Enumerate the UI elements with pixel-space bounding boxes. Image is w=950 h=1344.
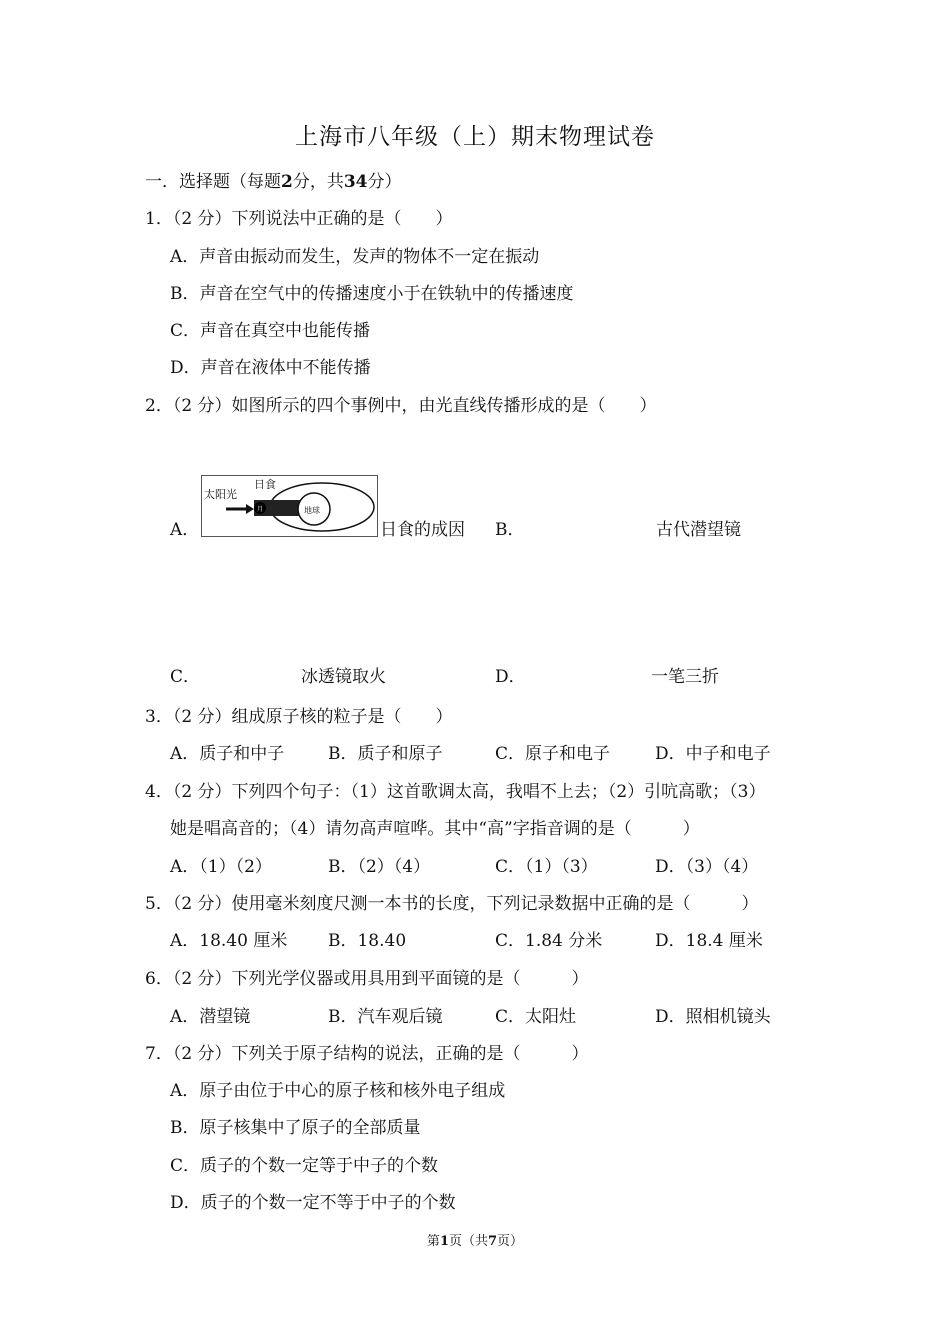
footer-mid: 页（共: [448, 1234, 488, 1249]
question-1-option-a: A．声音由振动而发生，发声的物体不一定在振动: [170, 247, 540, 267]
section-heading-suffix: 分）: [367, 172, 402, 192]
question-4-option-c: C．（1）（3）: [495, 857, 598, 877]
page-footer: [0, 1230, 950, 1249]
sunlight-arrowhead: [246, 504, 254, 514]
question-3-option-b: B．质子和原子: [328, 744, 443, 764]
question-5-option-c: C．1.84 分米: [495, 931, 603, 951]
question-4-option-a: A．（1）（2）: [170, 857, 272, 877]
question-1-stem: 1．（2 分）下列说法中正确的是（ ）: [145, 209, 453, 229]
question-7-option-a: A．原子由位于中心的原子核和核外电子组成: [170, 1081, 506, 1101]
earth-label: 地球: [304, 506, 320, 515]
section-heading: [145, 171, 402, 193]
question-6-stem: 6．（2 分）下列光学仪器或用具用到平面镜的是（ ）: [145, 969, 589, 989]
question-2-option-c-caption: 冰透镜取火: [301, 667, 386, 687]
question-5-option-a: A．18.40 厘米: [170, 931, 288, 951]
question-1-option-d: D．声音在液体中不能传播: [170, 358, 371, 378]
question-7-option-c: C．质子的个数一定等于中子的个数: [170, 1156, 439, 1176]
footer-suffix: 页）: [497, 1234, 524, 1249]
footer-total-pages: 7: [488, 1234, 498, 1249]
section-heading-mid: 分，共: [292, 172, 344, 192]
question-6-option-b: B．汽车观后镜: [328, 1007, 443, 1027]
question-3-option-c: C．原子和电子: [495, 744, 611, 764]
question-5-option-b: B．18.40: [328, 931, 407, 951]
question-2-option-d-label: D．: [495, 667, 526, 687]
question-2-option-d-caption: 一笔三折: [651, 667, 719, 687]
solar-eclipse-figure: [201, 475, 378, 537]
question-7-option-b: B．原子核集中了原子的全部质量: [170, 1118, 421, 1138]
sun-label: 太阳光: [204, 488, 237, 501]
question-4-option-d: D．（3）（4）: [655, 857, 759, 877]
footer-prefix: 第: [426, 1234, 440, 1249]
question-5-stem: 5．（2 分）使用毫米刻度尺测一本书的长度，下列记录数据中正确的是（ ）: [145, 894, 759, 914]
question-4-stem-line-2: 她是唱高音的；（4）请勿高声喧哗。其中“高”字指音调的是（ ）: [170, 819, 700, 839]
question-1-option-b: B．声音在空气中的传播速度小于在铁轨中的传播速度: [170, 284, 574, 304]
question-3-option-d: D．中子和电子: [655, 744, 771, 764]
question-2-option-a-caption: 日食的成因: [380, 520, 465, 540]
question-7-option-d: D．质子的个数一定不等于中子的个数: [170, 1193, 456, 1213]
footer-page-number: 1: [439, 1234, 449, 1249]
question-3-stem: 3．（2 分）组成原子核的粒子是（ ）: [145, 707, 453, 727]
question-6-option-c: C．太阳灶: [495, 1007, 577, 1027]
question-3-option-a: A．质子和中子: [170, 744, 285, 764]
question-5-option-d: D．18.4 厘米: [655, 931, 763, 951]
section-heading-prefix: 一．选择题（每题: [145, 172, 281, 192]
question-2-option-c-label: C．: [170, 667, 201, 687]
eclipse-label: 日食: [254, 478, 276, 491]
question-2-option-b-caption: 古代潜望镜: [656, 520, 741, 540]
question-2-option-a-label: A．: [170, 520, 200, 540]
page-title: 上海市八年级（上）期末物理试卷: [295, 124, 655, 150]
question-6-option-d: D．照相机镜头: [655, 1007, 771, 1027]
question-4-stem-line-1: 4．（2 分）下列四个句子：（1）这首歌调太高，我唱不上去；（2）引吭高歌；（3）: [145, 782, 766, 802]
question-4-option-b: B．（2）（4）: [328, 857, 431, 877]
section-score-per-question: 2: [281, 172, 293, 192]
question-1-option-c: C．声音在真空中也能传播: [170, 321, 371, 341]
question-7-stem: 7．（2 分）下列关于原子结构的说法，正确的是（ ）: [145, 1044, 589, 1064]
moon-label: 月: [257, 506, 264, 513]
section-total-score: 34: [343, 172, 368, 192]
question-2-option-b-label: B．: [495, 520, 525, 540]
solar-eclipse-diagram: [202, 476, 377, 536]
question-2-stem: 2．（2 分）如图所示的四个事例中，由光直线传播形成的是（ ）: [145, 396, 657, 416]
question-6-option-a: A．潜望镜: [170, 1007, 251, 1027]
